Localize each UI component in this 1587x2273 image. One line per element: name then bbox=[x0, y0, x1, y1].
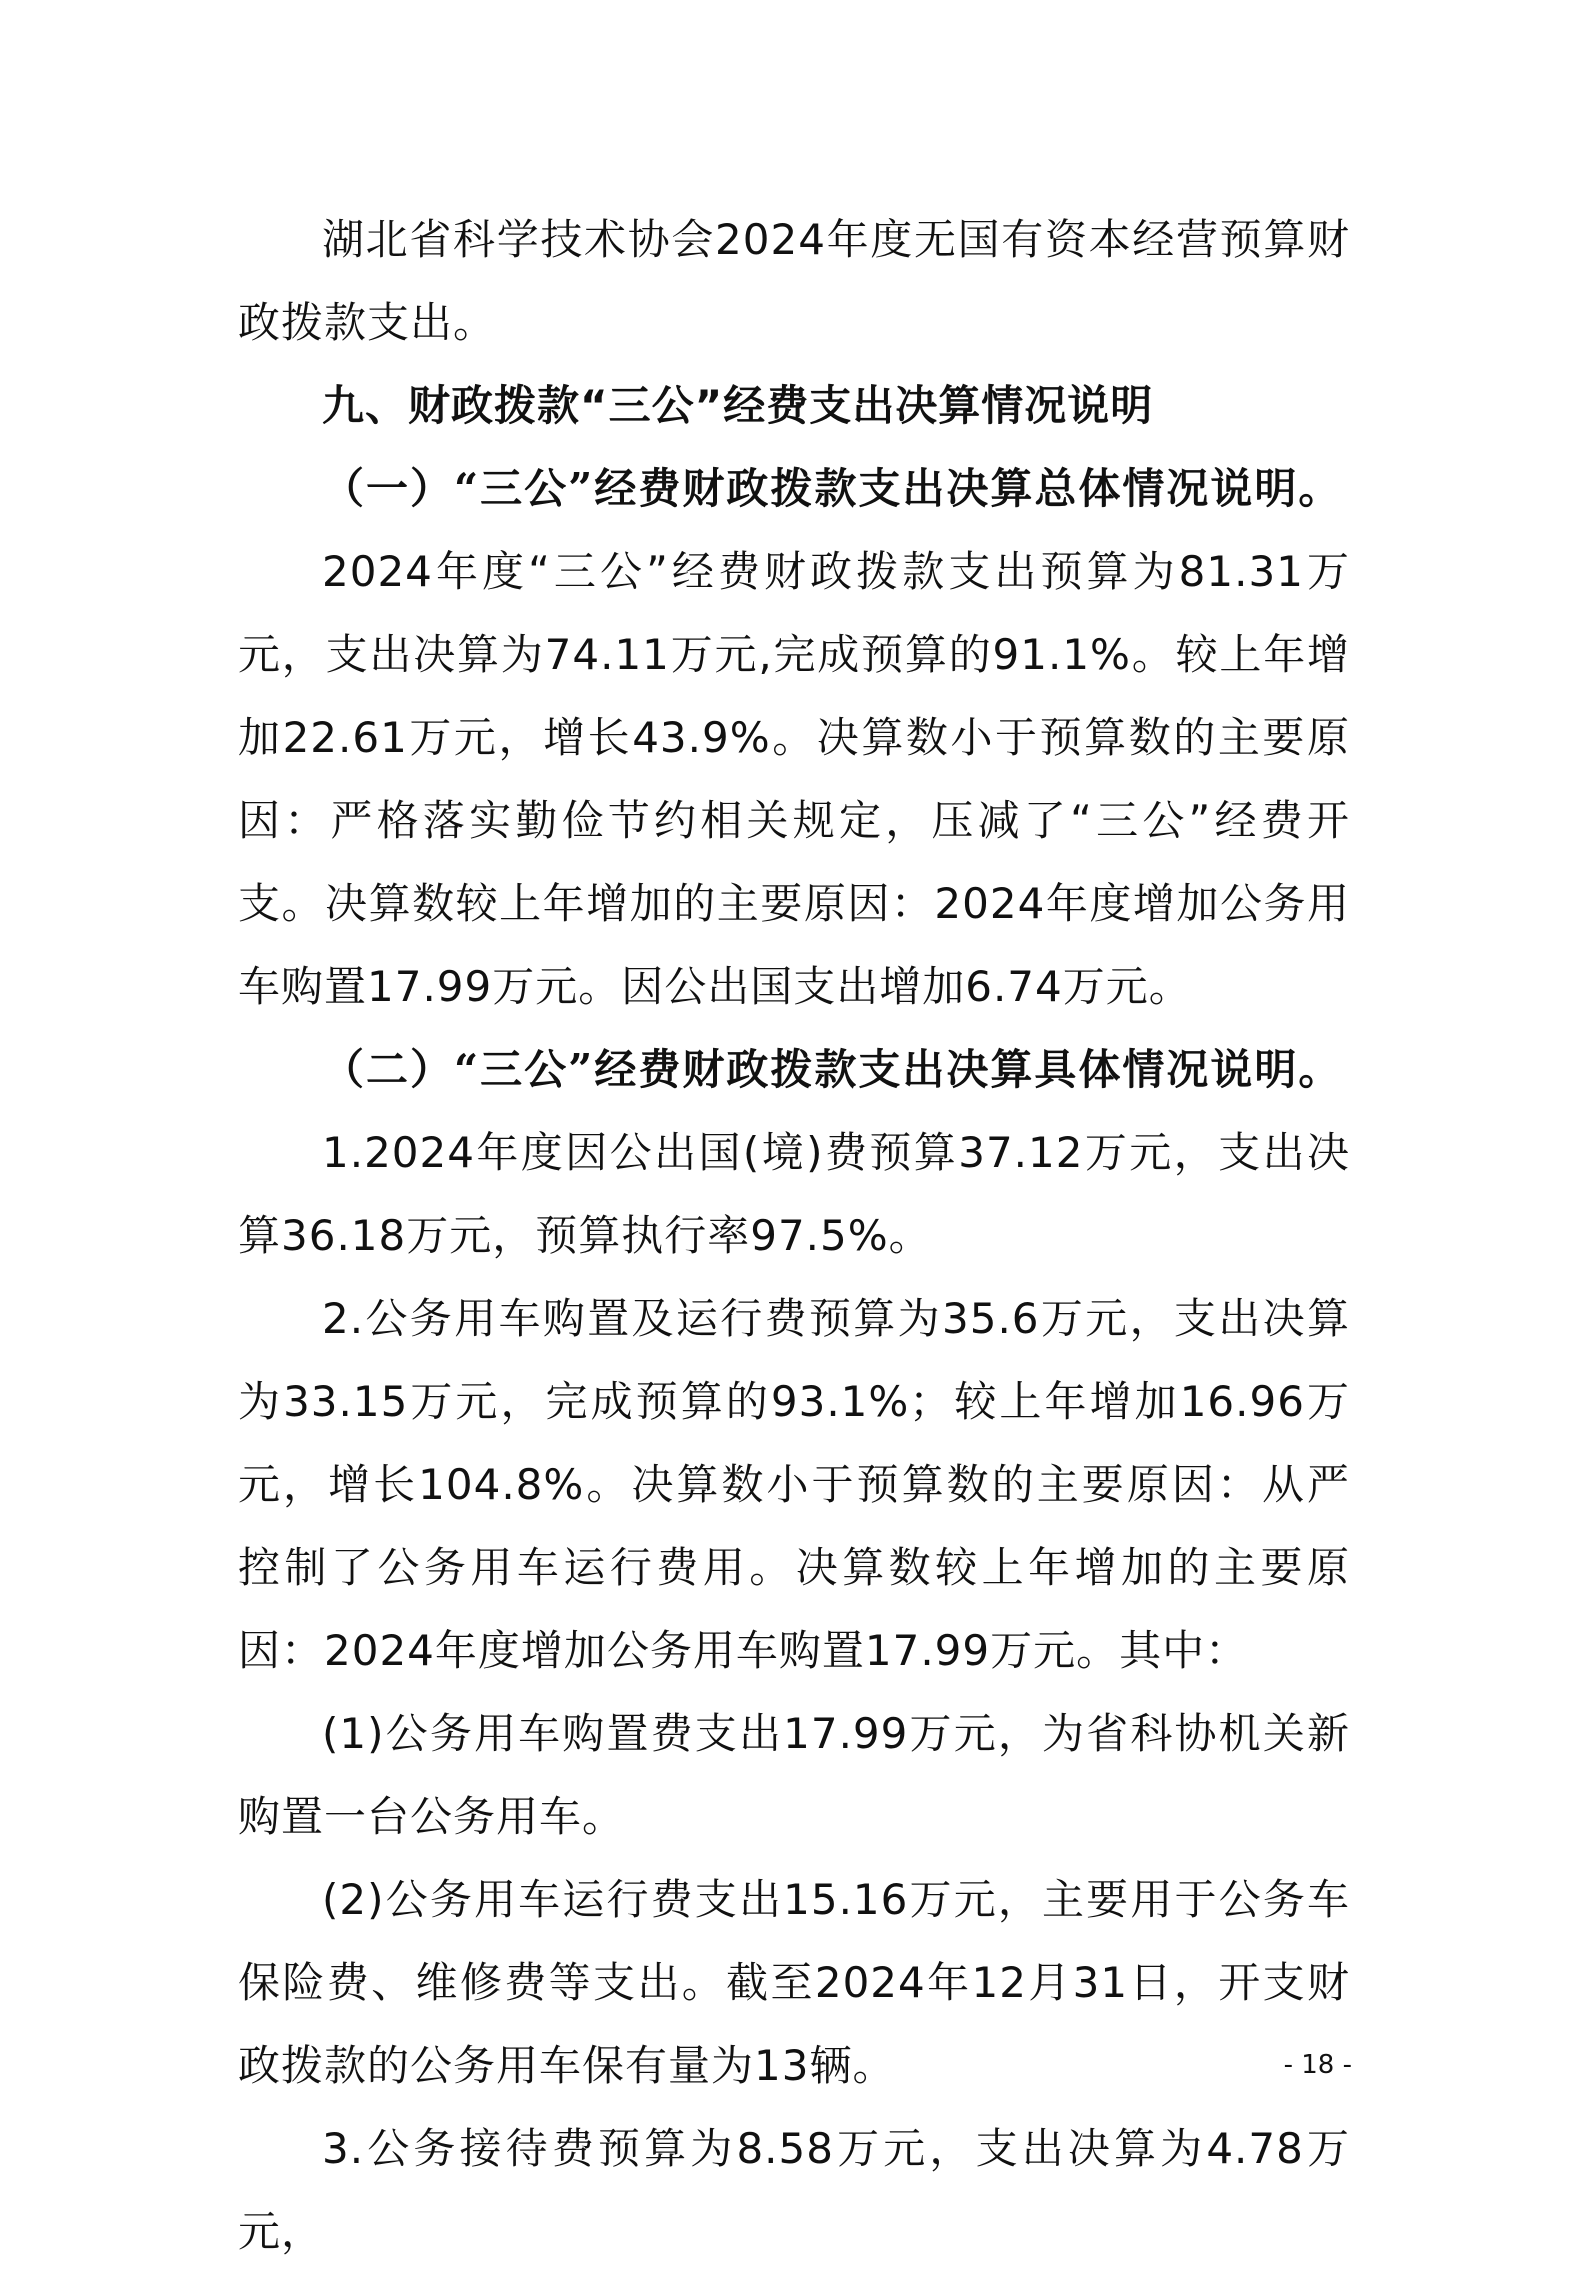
subheading-overall: （一）“三公”经费财政拨款支出决算总体情况说明。 bbox=[322, 464, 1343, 513]
paragraph-state-capital-note: 湖北省科学技术协会2024年度无国有资本经营预算财政拨款支出。 bbox=[238, 215, 1350, 347]
paragraph-official-vehicles: 2.公务用车购置及运行费预算为35.6万元，支出决算为33.15万元，完成预算的93.1%；较上年增加16.96万元，增长104.8%。决算数小于预算数的主要原因：从严控制了公务用车运行费用。决算数较上年增加的主要原因：2024年度增加公务用车购置17.99万元。其中： bbox=[238, 1294, 1350, 1675]
subheading-specific: （二）“三公”经费财政拨款支出决算具体情况说明。 bbox=[322, 1045, 1343, 1094]
body-text bbox=[238, 198, 1350, 2273]
paragraph-reception-costs: 3.公务接待费预算为8.58万元，支出决算为4.78万元， bbox=[238, 2124, 1350, 2256]
paragraph-vehicle-purchase: (1)公务用车购置费支出17.99万元，为省科协机关新购置一台公务用车。 bbox=[238, 1709, 1350, 1841]
paragraph-vehicle-operation: (2)公务用车运行费支出15.16万元，主要用于公务车保险费、维修费等支出。截至2024年12月31日，开支财政拨款的公务用车保有量为13辆。 bbox=[238, 1875, 1350, 2090]
paragraph-overseas-travel: 1.2024年度因公出国(境)费预算37.12万元，支出决算36.18万元，预算执行率97.5%。 bbox=[238, 1128, 1350, 1260]
section-heading-nine: 九、财政拨款“三公”经费支出决算情况说明 bbox=[322, 381, 1154, 430]
paragraph-overall-details: 2024年度“三公”经费财政拨款支出预算为81.31万元，支出决算为74.11万元,完成预算的91.1%。较上年增加22.61万元，增长43.9%。决算数小于预算数的主要原因：严格落实勤俭节约相关规定，压减了“三公”经费开支。决算数较上年增加的主要原因：2024年度增加公务用车购置17.99万元。因公出国支出增加6.74万元。 bbox=[238, 547, 1350, 1011]
page-number: - 18 - bbox=[1283, 2050, 1352, 2080]
